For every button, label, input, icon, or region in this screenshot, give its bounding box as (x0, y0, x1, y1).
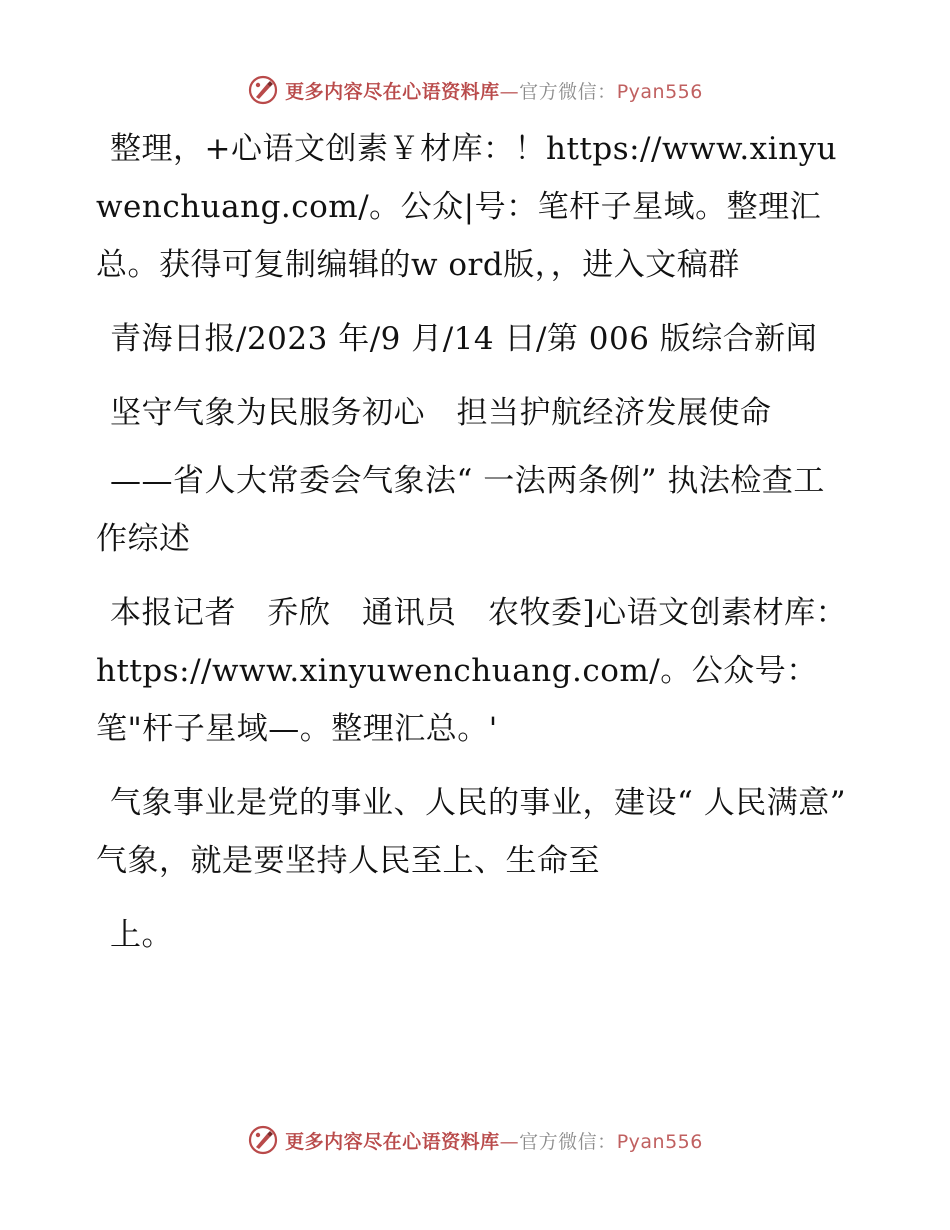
wechat-id: Pyan556 (616, 80, 703, 103)
brand-text: 更多内容尽在心语资料库 (285, 80, 500, 103)
article-subtitle: ——省人大常委会气象法“ 一法两条例” 执法检查工作综述 (96, 463, 825, 557)
banner-separator: — (499, 80, 520, 103)
document-body (96, 120, 856, 980)
footer-banner (0, 1120, 950, 1160)
article-title: 坚守气象为民服务初心 担当护航经济发展使命 (110, 395, 772, 431)
header-banner (0, 70, 950, 110)
footer-banner-content (247, 1124, 703, 1156)
official-label: 官方微信： (519, 1130, 617, 1153)
pen-logo-icon (247, 1124, 279, 1156)
banner-separator: — (499, 1130, 520, 1153)
body-paragraph-end: 上。 (110, 917, 173, 953)
byline: 本报记者 乔欣 通讯员 农牧委]心语文创素材库：https://www.xinyuwenchuang.com/。公众号：笔"杆子星域—。整理汇总。' (96, 595, 848, 747)
footer-banner-text (285, 1127, 703, 1154)
intro-paragraph: 整理，+心语文创素￥材库：！https://www.xinyuwenchuang.com/。公众|号：笔杆子星域。整理汇总。获得可复制编辑的w ord版，，进入文稿群 (96, 131, 838, 283)
source-line: 青海日报/2023 年/9 月/14 日/第 006 版综合新闻 (110, 321, 818, 357)
body-paragraph: 气象事业是党的事业、人民的事业，建设“ 人民满意” 气象，就是要坚持人民至上、生命至 (96, 785, 847, 879)
pen-logo-icon (247, 74, 279, 106)
header-banner-content (247, 74, 703, 106)
wechat-id: Pyan556 (616, 1130, 703, 1153)
header-banner-text (285, 77, 703, 104)
brand-text: 更多内容尽在心语资料库 (285, 1130, 500, 1153)
official-label: 官方微信： (519, 80, 617, 103)
